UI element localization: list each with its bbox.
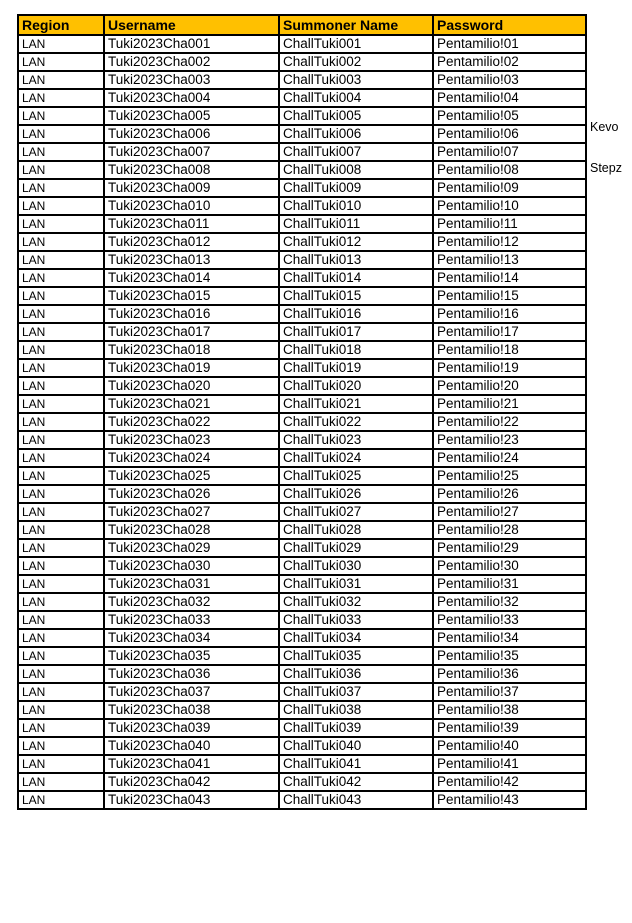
- header-row: [18, 15, 586, 35]
- table-row: [18, 503, 586, 521]
- password-cell[interactable]: Pentamilio!33: [433, 611, 586, 629]
- table-body: [18, 35, 586, 809]
- region-cell[interactable]: LAN: [18, 539, 104, 557]
- region-cell[interactable]: LAN: [18, 215, 104, 233]
- summoner-name-cell[interactable]: ChallTuki038: [279, 701, 433, 719]
- summoner-name-cell[interactable]: ChallTuki002: [279, 53, 433, 71]
- username-cell[interactable]: Tuki2023Cha004: [104, 89, 279, 107]
- username-cell[interactable]: Tuki2023Cha040: [104, 737, 279, 755]
- summoner-name-cell[interactable]: ChallTuki033: [279, 611, 433, 629]
- username-cell[interactable]: Tuki2023Cha023: [104, 431, 279, 449]
- summoner-name-cell[interactable]: ChallTuki037: [279, 683, 433, 701]
- summoner-name-cell[interactable]: ChallTuki017: [279, 323, 433, 341]
- summoner-name-cell[interactable]: ChallTuki039: [279, 719, 433, 737]
- table-row: [18, 539, 586, 557]
- region-cell[interactable]: LAN: [18, 197, 104, 215]
- summoner-name-cell[interactable]: ChallTuki022: [279, 413, 433, 431]
- region-cell[interactable]: LAN: [18, 305, 104, 323]
- summoner-name-cell[interactable]: ChallTuki040: [279, 737, 433, 755]
- password-cell[interactable]: Pentamilio!35: [433, 647, 586, 665]
- username-cell[interactable]: Tuki2023Cha034: [104, 629, 279, 647]
- password-cell[interactable]: Pentamilio!18: [433, 341, 586, 359]
- password-cell[interactable]: Pentamilio!42: [433, 773, 586, 791]
- summoner-name-cell[interactable]: ChallTuki023: [279, 431, 433, 449]
- username-cell[interactable]: Tuki2023Cha001: [104, 35, 279, 53]
- summoner-name-cell[interactable]: ChallTuki043: [279, 791, 433, 809]
- table-row: [18, 215, 586, 233]
- table-row: [18, 485, 586, 503]
- table-row: [18, 197, 586, 215]
- region-cell[interactable]: LAN: [18, 395, 104, 413]
- username-cell[interactable]: Tuki2023Cha031: [104, 575, 279, 593]
- username-cell[interactable]: Tuki2023Cha019: [104, 359, 279, 377]
- side-note-kevo[interactable]: Kevo: [590, 120, 619, 134]
- summoner-name-cell[interactable]: ChallTuki025: [279, 467, 433, 485]
- table-row: [18, 35, 586, 53]
- region-cell[interactable]: LAN: [18, 665, 104, 683]
- summoner-name-cell[interactable]: ChallTuki006: [279, 125, 433, 143]
- table-row: [18, 143, 586, 161]
- username-cell[interactable]: Tuki2023Cha009: [104, 179, 279, 197]
- password-cell[interactable]: Pentamilio!16: [433, 305, 586, 323]
- table-row: [18, 107, 586, 125]
- summoner-name-cell[interactable]: ChallTuki015: [279, 287, 433, 305]
- summoner-name-cell[interactable]: ChallTuki026: [279, 485, 433, 503]
- username-cell[interactable]: Tuki2023Cha010: [104, 197, 279, 215]
- summoner-name-cell[interactable]: ChallTuki012: [279, 233, 433, 251]
- summoner-name-cell[interactable]: ChallTuki009: [279, 179, 433, 197]
- header-password[interactable]: Password: [433, 15, 586, 35]
- password-cell[interactable]: Pentamilio!24: [433, 449, 586, 467]
- region-cell[interactable]: LAN: [18, 773, 104, 791]
- username-cell[interactable]: Tuki2023Cha015: [104, 287, 279, 305]
- password-cell[interactable]: Pentamilio!30: [433, 557, 586, 575]
- region-cell[interactable]: LAN: [18, 557, 104, 575]
- password-cell[interactable]: Pentamilio!32: [433, 593, 586, 611]
- password-cell[interactable]: Pentamilio!06: [433, 125, 586, 143]
- region-cell[interactable]: LAN: [18, 755, 104, 773]
- region-cell[interactable]: LAN: [18, 521, 104, 539]
- password-cell[interactable]: Pentamilio!17: [433, 323, 586, 341]
- password-cell[interactable]: Pentamilio!31: [433, 575, 586, 593]
- region-cell[interactable]: LAN: [18, 359, 104, 377]
- summoner-name-cell[interactable]: ChallTuki029: [279, 539, 433, 557]
- table-row: [18, 755, 586, 773]
- region-cell[interactable]: LAN: [18, 593, 104, 611]
- username-cell[interactable]: Tuki2023Cha005: [104, 107, 279, 125]
- table-row: [18, 287, 586, 305]
- password-cell[interactable]: Pentamilio!07: [433, 143, 586, 161]
- region-cell[interactable]: LAN: [18, 575, 104, 593]
- region-cell[interactable]: LAN: [18, 107, 104, 125]
- username-cell[interactable]: Tuki2023Cha042: [104, 773, 279, 791]
- summoner-name-cell[interactable]: ChallTuki016: [279, 305, 433, 323]
- password-cell[interactable]: Pentamilio!34: [433, 629, 586, 647]
- summoner-name-cell[interactable]: ChallTuki001: [279, 35, 433, 53]
- username-cell[interactable]: Tuki2023Cha008: [104, 161, 279, 179]
- region-cell[interactable]: LAN: [18, 701, 104, 719]
- summoner-name-cell[interactable]: ChallTuki028: [279, 521, 433, 539]
- username-cell[interactable]: Tuki2023Cha041: [104, 755, 279, 773]
- password-cell[interactable]: Pentamilio!27: [433, 503, 586, 521]
- username-cell[interactable]: Tuki2023Cha024: [104, 449, 279, 467]
- summoner-name-cell[interactable]: ChallTuki021: [279, 395, 433, 413]
- username-cell[interactable]: Tuki2023Cha038: [104, 701, 279, 719]
- summoner-name-cell[interactable]: ChallTuki005: [279, 107, 433, 125]
- password-cell[interactable]: Pentamilio!29: [433, 539, 586, 557]
- password-cell[interactable]: Pentamilio!08: [433, 161, 586, 179]
- password-cell[interactable]: Pentamilio!39: [433, 719, 586, 737]
- table-row: [18, 125, 586, 143]
- region-cell[interactable]: LAN: [18, 233, 104, 251]
- password-cell[interactable]: Pentamilio!25: [433, 467, 586, 485]
- region-cell[interactable]: LAN: [18, 143, 104, 161]
- username-cell[interactable]: Tuki2023Cha026: [104, 485, 279, 503]
- username-cell[interactable]: Tuki2023Cha028: [104, 521, 279, 539]
- summoner-name-cell[interactable]: ChallTuki013: [279, 251, 433, 269]
- summoner-name-cell[interactable]: ChallTuki020: [279, 377, 433, 395]
- table-row: [18, 431, 586, 449]
- username-cell[interactable]: Tuki2023Cha002: [104, 53, 279, 71]
- password-cell[interactable]: Pentamilio!41: [433, 755, 586, 773]
- password-cell[interactable]: Pentamilio!05: [433, 107, 586, 125]
- password-cell[interactable]: Pentamilio!15: [433, 287, 586, 305]
- table-header: [18, 15, 586, 35]
- region-cell[interactable]: LAN: [18, 449, 104, 467]
- table-row: [18, 179, 586, 197]
- password-cell[interactable]: Pentamilio!26: [433, 485, 586, 503]
- table-row: [18, 89, 586, 107]
- region-cell[interactable]: LAN: [18, 791, 104, 809]
- username-cell[interactable]: Tuki2023Cha036: [104, 665, 279, 683]
- password-cell[interactable]: Pentamilio!21: [433, 395, 586, 413]
- username-cell[interactable]: Tuki2023Cha020: [104, 377, 279, 395]
- password-cell[interactable]: Pentamilio!22: [433, 413, 586, 431]
- region-cell[interactable]: LAN: [18, 611, 104, 629]
- table-row: [18, 449, 586, 467]
- password-cell[interactable]: Pentamilio!23: [433, 431, 586, 449]
- username-cell[interactable]: Tuki2023Cha013: [104, 251, 279, 269]
- username-cell[interactable]: Tuki2023Cha030: [104, 557, 279, 575]
- table-row: [18, 233, 586, 251]
- region-cell[interactable]: LAN: [18, 179, 104, 197]
- table-row: [18, 683, 586, 701]
- username-cell[interactable]: Tuki2023Cha014: [104, 269, 279, 287]
- region-cell[interactable]: LAN: [18, 647, 104, 665]
- username-cell[interactable]: Tuki2023Cha027: [104, 503, 279, 521]
- table-row: [18, 53, 586, 71]
- table-row: [18, 629, 586, 647]
- username-cell[interactable]: Tuki2023Cha011: [104, 215, 279, 233]
- table-row: [18, 323, 586, 341]
- username-cell[interactable]: Tuki2023Cha018: [104, 341, 279, 359]
- username-cell[interactable]: Tuki2023Cha039: [104, 719, 279, 737]
- region-cell[interactable]: LAN: [18, 269, 104, 287]
- username-cell[interactable]: Tuki2023Cha006: [104, 125, 279, 143]
- table-row: [18, 773, 586, 791]
- region-cell[interactable]: LAN: [18, 629, 104, 647]
- password-cell[interactable]: Pentamilio!14: [433, 269, 586, 287]
- table-row: [18, 395, 586, 413]
- table-row: [18, 611, 586, 629]
- password-cell[interactable]: Pentamilio!09: [433, 179, 586, 197]
- region-cell[interactable]: LAN: [18, 503, 104, 521]
- region-cell[interactable]: LAN: [18, 413, 104, 431]
- password-cell[interactable]: Pentamilio!02: [433, 53, 586, 71]
- table-row: [18, 701, 586, 719]
- username-cell[interactable]: Tuki2023Cha035: [104, 647, 279, 665]
- region-cell[interactable]: LAN: [18, 323, 104, 341]
- summoner-name-cell[interactable]: ChallTuki004: [279, 89, 433, 107]
- password-cell[interactable]: Pentamilio!13: [433, 251, 586, 269]
- password-cell[interactable]: Pentamilio!40: [433, 737, 586, 755]
- username-cell[interactable]: Tuki2023Cha029: [104, 539, 279, 557]
- summoner-name-cell[interactable]: ChallTuki003: [279, 71, 433, 89]
- region-cell[interactable]: LAN: [18, 467, 104, 485]
- summoner-name-cell[interactable]: ChallTuki024: [279, 449, 433, 467]
- username-cell[interactable]: Tuki2023Cha022: [104, 413, 279, 431]
- region-cell[interactable]: LAN: [18, 431, 104, 449]
- region-cell[interactable]: LAN: [18, 719, 104, 737]
- table-row: [18, 251, 586, 269]
- username-cell[interactable]: Tuki2023Cha025: [104, 467, 279, 485]
- summoner-name-cell[interactable]: ChallTuki031: [279, 575, 433, 593]
- username-cell[interactable]: Tuki2023Cha037: [104, 683, 279, 701]
- region-cell[interactable]: LAN: [18, 161, 104, 179]
- summoner-name-cell[interactable]: ChallTuki011: [279, 215, 433, 233]
- region-cell[interactable]: LAN: [18, 737, 104, 755]
- summoner-name-cell[interactable]: ChallTuki035: [279, 647, 433, 665]
- password-cell[interactable]: Pentamilio!04: [433, 89, 586, 107]
- password-cell[interactable]: Pentamilio!28: [433, 521, 586, 539]
- username-cell[interactable]: Tuki2023Cha003: [104, 71, 279, 89]
- table-row: [18, 377, 586, 395]
- password-cell[interactable]: Pentamilio!12: [433, 233, 586, 251]
- summoner-name-cell[interactable]: ChallTuki014: [279, 269, 433, 287]
- username-cell[interactable]: Tuki2023Cha012: [104, 233, 279, 251]
- summoner-name-cell[interactable]: ChallTuki007: [279, 143, 433, 161]
- summoner-name-cell[interactable]: ChallTuki027: [279, 503, 433, 521]
- table-row: [18, 575, 586, 593]
- password-cell[interactable]: Pentamilio!10: [433, 197, 586, 215]
- table-row: [18, 71, 586, 89]
- username-cell[interactable]: Tuki2023Cha007: [104, 143, 279, 161]
- summoner-name-cell[interactable]: ChallTuki036: [279, 665, 433, 683]
- username-cell[interactable]: Tuki2023Cha017: [104, 323, 279, 341]
- table-row: [18, 665, 586, 683]
- password-cell[interactable]: Pentamilio!43: [433, 791, 586, 809]
- table-row: [18, 593, 586, 611]
- summoner-name-cell[interactable]: ChallTuki010: [279, 197, 433, 215]
- region-cell[interactable]: LAN: [18, 71, 104, 89]
- table-row: [18, 413, 586, 431]
- table-row: [18, 305, 586, 323]
- table-row: [18, 719, 586, 737]
- region-cell[interactable]: LAN: [18, 125, 104, 143]
- region-cell[interactable]: LAN: [18, 341, 104, 359]
- password-cell[interactable]: Pentamilio!11: [433, 215, 586, 233]
- summoner-name-cell[interactable]: ChallTuki019: [279, 359, 433, 377]
- table-row: [18, 359, 586, 377]
- username-cell[interactable]: Tuki2023Cha021: [104, 395, 279, 413]
- password-cell[interactable]: Pentamilio!37: [433, 683, 586, 701]
- password-cell[interactable]: Pentamilio!01: [433, 35, 586, 53]
- region-cell[interactable]: LAN: [18, 485, 104, 503]
- summoner-name-cell[interactable]: ChallTuki041: [279, 755, 433, 773]
- table-row: [18, 521, 586, 539]
- region-cell[interactable]: LAN: [18, 251, 104, 269]
- username-cell[interactable]: Tuki2023Cha033: [104, 611, 279, 629]
- region-cell[interactable]: LAN: [18, 89, 104, 107]
- accounts-table: [17, 14, 587, 810]
- username-cell[interactable]: Tuki2023Cha016: [104, 305, 279, 323]
- password-cell[interactable]: Pentamilio!36: [433, 665, 586, 683]
- region-cell[interactable]: LAN: [18, 377, 104, 395]
- region-cell[interactable]: LAN: [18, 287, 104, 305]
- table-row: [18, 647, 586, 665]
- password-cell[interactable]: Pentamilio!03: [433, 71, 586, 89]
- summoner-name-cell[interactable]: ChallTuki030: [279, 557, 433, 575]
- password-cell[interactable]: Pentamilio!20: [433, 377, 586, 395]
- username-cell[interactable]: Tuki2023Cha043: [104, 791, 279, 809]
- table-row: [18, 791, 586, 809]
- region-cell[interactable]: LAN: [18, 35, 104, 53]
- region-cell[interactable]: LAN: [18, 53, 104, 71]
- table-row: [18, 467, 586, 485]
- side-note-stepz[interactable]: Stepz: [590, 161, 622, 175]
- username-cell[interactable]: Tuki2023Cha032: [104, 593, 279, 611]
- header-username[interactable]: Username: [104, 15, 279, 35]
- header-region[interactable]: Region: [18, 15, 104, 35]
- password-cell[interactable]: Pentamilio!38: [433, 701, 586, 719]
- summoner-name-cell[interactable]: ChallTuki032: [279, 593, 433, 611]
- header-summoner-name[interactable]: Summoner Name: [279, 15, 433, 35]
- table-row: [18, 341, 586, 359]
- table-row: [18, 737, 586, 755]
- table-row: [18, 557, 586, 575]
- summoner-name-cell[interactable]: ChallTuki034: [279, 629, 433, 647]
- password-cell[interactable]: Pentamilio!19: [433, 359, 586, 377]
- table-row: [18, 161, 586, 179]
- summoner-name-cell[interactable]: ChallTuki018: [279, 341, 433, 359]
- region-cell[interactable]: LAN: [18, 683, 104, 701]
- table-row: [18, 269, 586, 287]
- summoner-name-cell[interactable]: ChallTuki042: [279, 773, 433, 791]
- summoner-name-cell[interactable]: ChallTuki008: [279, 161, 433, 179]
